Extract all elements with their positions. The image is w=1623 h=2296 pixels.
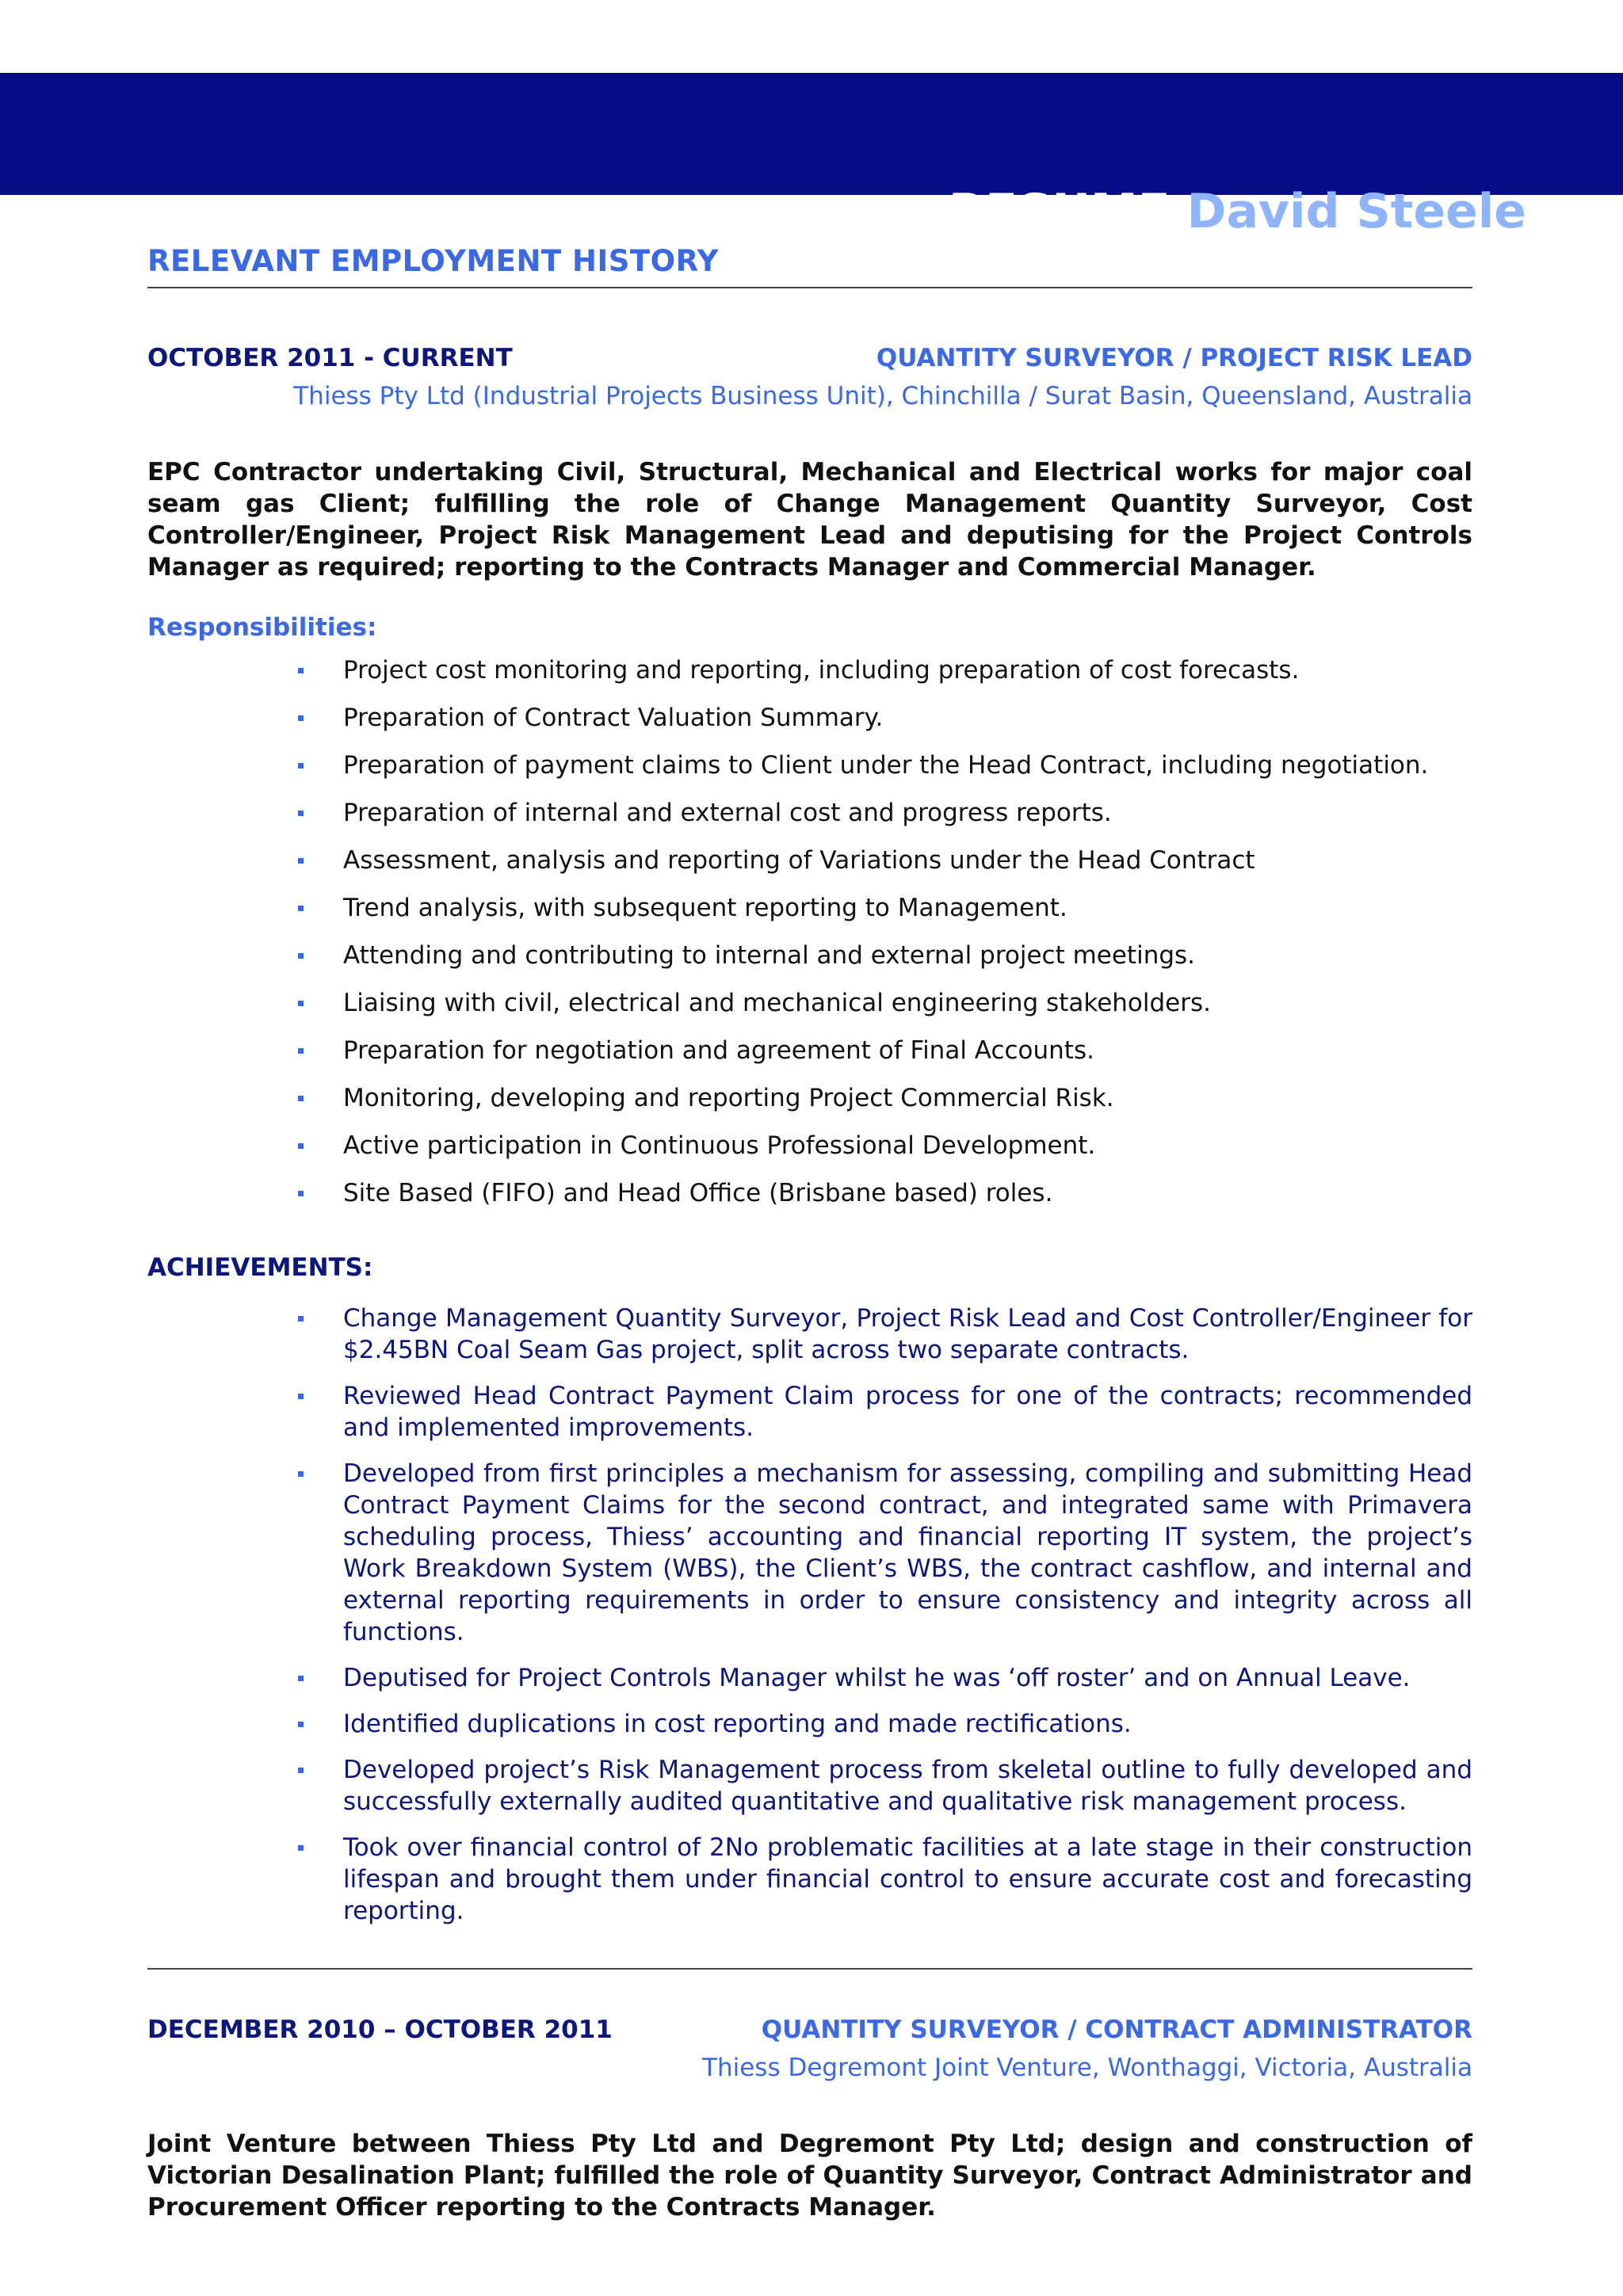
- list-item: [343, 892, 1472, 924]
- job-description: Joint Venture between Thiess Pty Ltd and Degremont Pty Ltd; design and construction of Victorian Desalination Plant; fulfilled the role of Quantity Surveyor, Contract Administrator and Procurement Officer reporting to the Contracts Manager.: [147, 2130, 1472, 2222]
- bullet-icon: [298, 1048, 304, 1054]
- responsibilities-heading: Responsibilities:: [147, 613, 377, 642]
- section-divider: [147, 287, 1472, 288]
- bullet-icon: [298, 1845, 304, 1851]
- bullet-icon: [298, 1191, 304, 1196]
- list-item: [343, 845, 1472, 876]
- list-item-text: Assessment, analysis and reporting of Variations under the Head Contract: [343, 846, 1255, 875]
- bullet-icon: [298, 906, 304, 911]
- list-item-text: Trend analysis, with subsequent reporting to Management.: [343, 894, 1067, 922]
- list-item: [343, 654, 1472, 686]
- list-item: [343, 1754, 1472, 1817]
- list-item: [343, 1458, 1472, 1648]
- list-item: [343, 987, 1472, 1019]
- job-divider: [147, 1968, 1472, 1970]
- bullet-icon: [298, 1001, 304, 1006]
- resume-title: [949, 184, 1526, 239]
- bullet-icon: [298, 1768, 304, 1773]
- list-item: [343, 940, 1472, 971]
- list-item-text: Site Based (FIFO) and Head Office (Brisbane based) roles.: [343, 1179, 1053, 1207]
- list-item: [343, 702, 1472, 734]
- bullet-icon: [298, 668, 304, 673]
- list-item-text: Monitoring, developing and reporting Project Commercial Risk.: [343, 1084, 1114, 1112]
- list-item-text: Preparation of internal and external cost and progress reports.: [343, 799, 1112, 827]
- list-item: [343, 1380, 1472, 1444]
- page-number: PAGE 2: [143, 209, 246, 238]
- list-item-text: Identified duplications in cost reporting and made rectifications.: [343, 1710, 1132, 1738]
- list-item-text: Preparation for negotiation and agreement of Final Accounts.: [343, 1036, 1094, 1065]
- list-item-text: Developed from first principles a mechanism for assessing, compiling and submitting Head Contract Payment Claims for the second contract, and integrated same with Primavera scheduling process, Thiess’ accounting and financial reporting IT system, the project’s Work Breakdown System (WBS), the Client’s WBS, the contract cashflow, and internal and external reporting requirements in order to ensure consistency and integrity across all functions.: [343, 1459, 1472, 1646]
- bullet-icon: [298, 715, 304, 721]
- list-item-text: Change Management Quantity Surveyor, Project Risk Lead and Cost Controller/Engineer for $2.45BN Coal Seam Gas project, split across two separate contracts.: [343, 1304, 1472, 1364]
- list-item-text: Attending and contributing to internal and external project meetings.: [343, 941, 1196, 970]
- bullet-icon: [298, 763, 304, 769]
- bullet-icon: [298, 1471, 304, 1477]
- list-item-text: Deputised for Project Controls Manager whilst he was ‘off roster’ and on Annual Leave.: [343, 1664, 1411, 1692]
- bullet-icon: [298, 1722, 304, 1727]
- list-item-text: Preparation of payment claims to Client under the Head Contract, including negotiation.: [343, 751, 1429, 780]
- bullet-icon: [298, 1096, 304, 1101]
- bullet-icon: [298, 858, 304, 864]
- job-company: Thiess Degremont Joint Venture, Wonthaggi, Victoria, Australia: [702, 2054, 1472, 2082]
- list-item: [343, 1177, 1472, 1209]
- candidate-name: David Steele: [1186, 184, 1526, 239]
- list-item: [343, 1302, 1472, 1366]
- resume-content: [147, 238, 1472, 2223]
- job-header: [147, 338, 1472, 377]
- achievements-list: [147, 1302, 1472, 1927]
- list-item-text: Took over financial control of 2No problematic facilities at a late stage in their construction lifespan and brought them under financial control to ensure accurate cost and forecasting reporting.: [343, 1833, 1472, 1925]
- list-item-text: Reviewed Head Contract Payment Claim process for one of the contracts; recommended and implemented improvements.: [343, 1382, 1472, 1442]
- bullet-icon: [298, 953, 304, 959]
- list-item-text: Developed project’s Risk Management process from skeletal outline to fully developed and successfully externally audited quantitative and qualitative risk management process.: [343, 1756, 1472, 1816]
- list-item: [343, 797, 1472, 829]
- header-banner: [0, 73, 1623, 239]
- list-item: [343, 1662, 1472, 1694]
- section-title: RELEVANT EMPLOYMENT HISTORY: [147, 244, 719, 278]
- achievements-heading: ACHIEVEMENTS:: [147, 1253, 373, 1282]
- list-item-text: Preparation of Contract Valuation Summary.: [343, 704, 884, 732]
- responsibilities-list: [147, 654, 1472, 1209]
- job-title: QUANTITY SURVEYOR / CONTRACT ADMINISTRATOR: [761, 2016, 1472, 2044]
- list-item: [343, 1082, 1472, 1114]
- job-company: Thiess Pty Ltd (Industrial Projects Business Unit), Chinchilla / Surat Basin, Queensland, Australia: [293, 382, 1472, 410]
- list-item-text: Project cost monitoring and reporting, including preparation of cost forecasts.: [343, 656, 1300, 685]
- bullet-icon: [298, 810, 304, 816]
- job-header: [147, 2009, 1472, 2049]
- list-item: [343, 1708, 1472, 1740]
- bullet-icon: [298, 1316, 304, 1322]
- list-item: [343, 1832, 1472, 1927]
- list-item: [343, 749, 1472, 781]
- bullet-icon: [298, 1143, 304, 1149]
- list-item-text: Liaising with civil, electrical and mechanical engineering stakeholders.: [343, 989, 1212, 1017]
- job-title: QUANTITY SURVEYOR / PROJECT RISK LEAD: [876, 344, 1472, 372]
- bullet-icon: [298, 1676, 304, 1681]
- resume-word: RESUME: [948, 184, 1170, 239]
- job-description: EPC Contractor undertaking Civil, Structural, Mechanical and Electrical works for major coal seam gas Client; fulfilling the role of Change Management Quantity Surveyor, Cost Controller/Engineer, Project Risk Management Lead and deputising for the Project Controls Manager as required; reporting to the Contracts Manager and Commercial Manager.: [147, 458, 1472, 582]
- list-item: [343, 1130, 1472, 1161]
- job-dates: OCTOBER 2011 - CURRENT: [147, 344, 513, 372]
- list-item: [343, 1035, 1472, 1066]
- bullet-icon: [298, 1394, 304, 1399]
- job-dates: DECEMBER 2010 – OCTOBER 2011: [147, 2016, 613, 2044]
- list-item-text: Active participation in Continuous Professional Development.: [343, 1131, 1096, 1160]
